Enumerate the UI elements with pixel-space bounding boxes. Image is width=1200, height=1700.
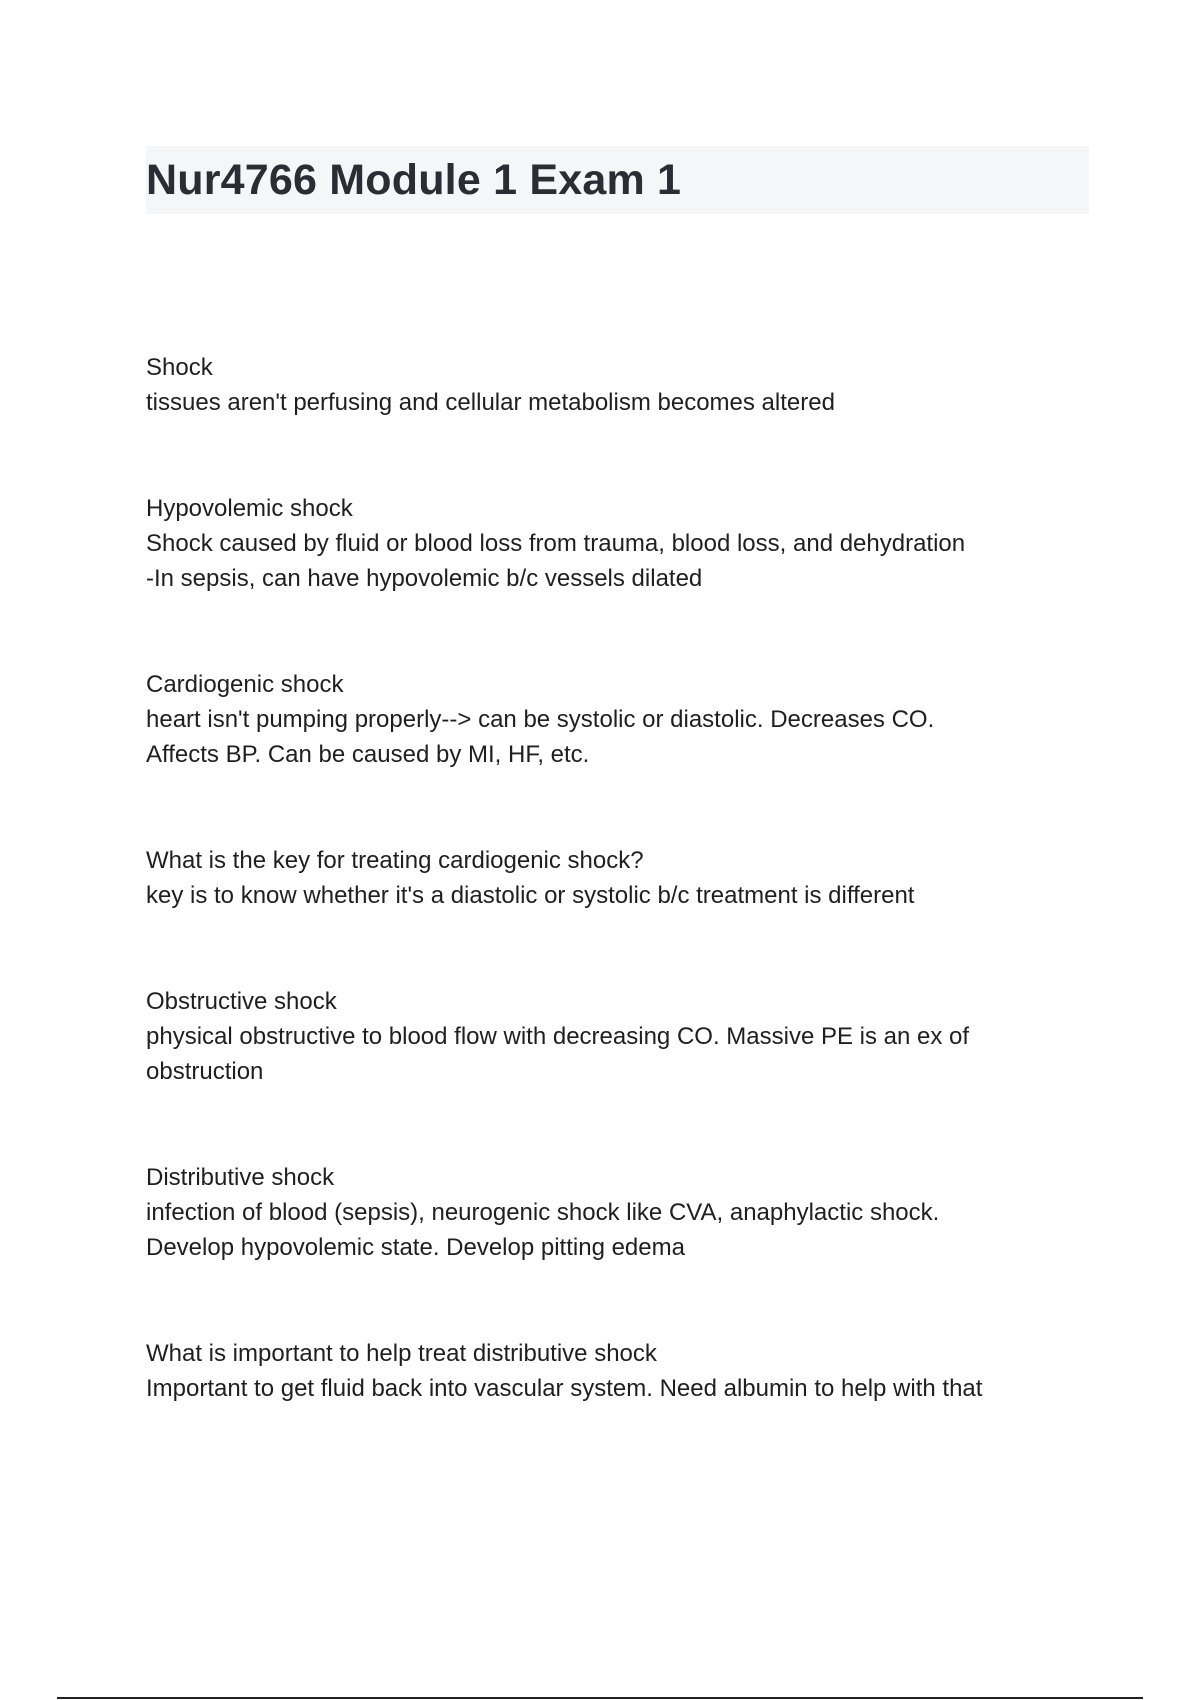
flashcard-distributive-shock bbox=[146, 1160, 1086, 1265]
page-title: Nur4766 Module 1 Exam 1 bbox=[146, 155, 682, 204]
flashcard-distributive-treatment bbox=[146, 1336, 1086, 1406]
card-term: Cardiogenic shock bbox=[146, 671, 344, 698]
card-definition-line: Important to get fluid back into vascular system. Need albumin to help with that bbox=[146, 1375, 983, 1402]
flashcard-list bbox=[146, 350, 1086, 1477]
flashcard-hypovolemic-shock bbox=[146, 491, 1086, 596]
card-definition-line: physical obstructive to blood flow with decreasing CO. Massive PE is an ex of bbox=[146, 1023, 970, 1050]
card-definition-line: infection of blood (sepsis), neurogenic shock like CVA, anaphylactic shock. bbox=[146, 1199, 940, 1226]
card-definition-line: heart isn't pumping properly--> can be systolic or diastolic. Decreases CO. bbox=[146, 706, 935, 733]
card-definition-line: Develop hypovolemic state. Develop pitting edema bbox=[146, 1234, 685, 1261]
flashcard-cardiogenic-treatment bbox=[146, 843, 1086, 913]
card-term: What is the key for treating cardiogenic shock? bbox=[146, 847, 644, 874]
card-definition-line: obstruction bbox=[146, 1058, 264, 1085]
card-definition-line: Shock caused by fluid or blood loss from trauma, blood loss, and dehydration bbox=[146, 530, 966, 557]
card-term: Hypovolemic shock bbox=[146, 495, 353, 522]
flashcard-shock bbox=[146, 350, 1086, 420]
footer-divider bbox=[57, 1697, 1143, 1699]
card-definition-line: tissues aren't perfusing and cellular metabolism becomes altered bbox=[146, 389, 835, 416]
card-definition-line: key is to know whether it's a diastolic or systolic b/c treatment is different bbox=[146, 882, 915, 909]
card-term: Distributive shock bbox=[146, 1164, 335, 1191]
card-definition-line: Affects BP. Can be caused by MI, HF, etc. bbox=[146, 741, 590, 768]
card-term: What is important to help treat distributive shock bbox=[146, 1340, 657, 1367]
flashcard-obstructive-shock bbox=[146, 984, 1086, 1089]
card-term: Shock bbox=[146, 354, 213, 381]
flashcard-cardiogenic-shock bbox=[146, 667, 1086, 772]
card-term: Obstructive shock bbox=[146, 988, 337, 1015]
card-definition-line: -In sepsis, can have hypovolemic b/c vessels dilated bbox=[146, 565, 703, 592]
title-banner bbox=[146, 146, 1089, 214]
